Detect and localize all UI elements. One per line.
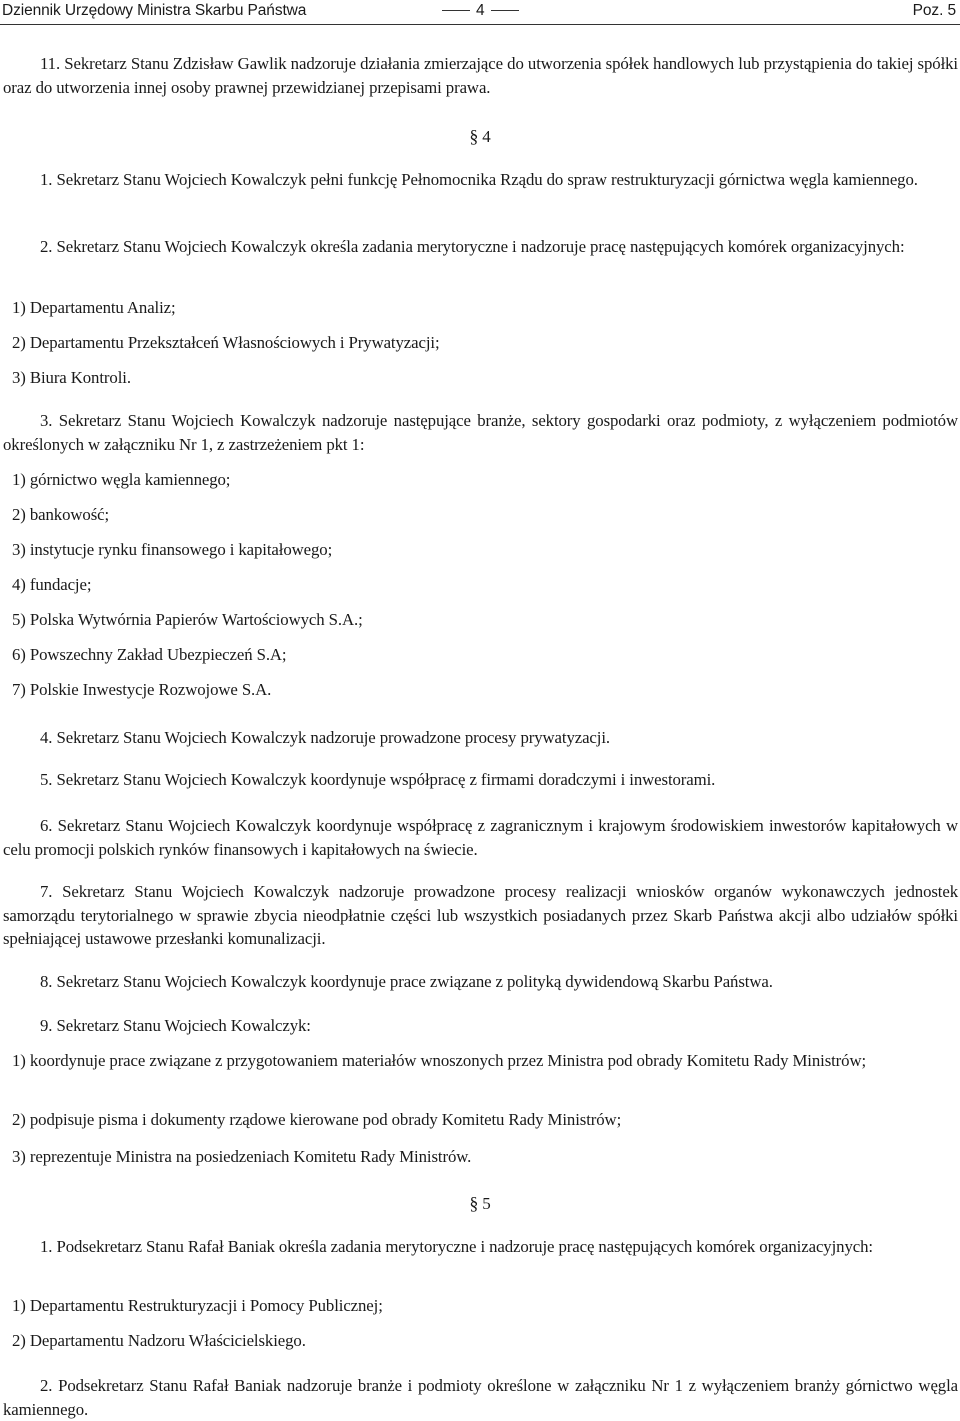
list-item: 3) Biura Kontroli. [12,368,131,387]
s4-paragraph-9: 9. Sekretarz Stanu Wojciech Kowalczyk: [40,1016,311,1035]
list-item: 6) Powszechny Zakład Ubezpieczeń S.A; [12,645,287,664]
section-5-number: 5 [482,1194,491,1213]
section-sign: § [469,1193,479,1213]
s4-paragraph-2: 2. Sekretarz Stanu Wojciech Kowalczyk określa zadania merytoryczne i nadzoruje pracę następujących komórek organizacyjnych: [40,237,905,256]
list-item: 1) górnictwo węgla kamiennego; [12,470,231,489]
page-number [436,2,525,20]
list-item: 7) Polskie Inwestycje Rozwojowe S.A. [12,680,272,699]
list-item: 4) fundacje; [12,575,92,594]
s5-paragraph-1: 1. Podsekretarz Stanu Rafał Baniak określa zadania merytoryczne i nadzoruje pracę następujących komórek organizacyjnych: [40,1237,873,1256]
position-number: Poz. 5 [912,2,956,19]
list-item: 2) bankowość; [12,505,110,524]
page-header [0,0,960,25]
s4-paragraph-5: 5. Sekretarz Stanu Wojciech Kowalczyk koordynuje współpracę z firmami doradczymi i inwestorami. [40,770,716,789]
s4-paragraph-6: 6. Sekretarz Stanu Wojciech Kowalczyk koordynuje współpracę z zagranicznym i krajowym środowiskiem inwestorów kapitałowych w celu promocji polskich rynków finansowych i kapitałowych na świecie. [3,816,958,859]
s4-paragraph-4: 4. Sekretarz Stanu Wojciech Kowalczyk nadzoruje prowadzone procesy prywatyzacji. [40,728,610,747]
dash-left [442,10,470,11]
s5-paragraph-2: 2. Podsekretarz Stanu Rafał Baniak nadzoruje branże i podmioty określone w załączniku Nr 1 z wyłączeniem branży górnictwo węgla kamiennego. [3,1376,958,1419]
list-item: 1) Departamentu Restrukturyzacji i Pomocy Publicznej; [12,1296,383,1315]
list-item: 5) Polska Wytwórnia Papierów Wartościowych S.A.; [12,610,363,629]
section-5-heading [0,1193,960,1214]
list-item: 1) Departamentu Analiz; [12,298,176,317]
list-item: 2) Departamentu Przekształceń Własnościowych i Prywatyzacji; [12,333,440,352]
s4-paragraph-1: 1. Sekretarz Stanu Wojciech Kowalczyk pełni funkcję Pełnomocnika Rządu do spraw restrukturyzacji górnictwa węgla kamiennego. [40,170,918,189]
s4-paragraph-8: 8. Sekretarz Stanu Wojciech Kowalczyk koordynuje prace związane z polityką dywidendową Skarbu Państwa. [40,972,773,991]
dash-right [491,10,519,11]
page-number-value: 4 [476,2,485,19]
section-4-number: 4 [482,127,491,146]
s4-paragraph-3: 3. Sekretarz Stanu Wojciech Kowalczyk nadzoruje następujące branże, sektory gospodarki oraz podmioty, z wyłączeniem podmiotów określonych w załączniku Nr 1, z zastrzeżeniem pkt 1: [3,411,958,454]
s4-paragraph-7: 7. Sekretarz Stanu Wojciech Kowalczyk nadzoruje prowadzone procesy realizacji wniosków organów wykonawczych jednostek samorządu terytorialnego w sprawie zbycia nieodpłatnie części lub wszystkich posiadanych przez Skarb Państwa akcji albo udziałów spółki spełniającej ustawowe przesłanki komunalizacji. [3,882,958,948]
list-item: 2) Departamentu Nadzoru Właścicielskiego. [12,1331,306,1350]
list-item: 3) instytucje rynku finansowego i kapitałowego; [12,540,333,559]
paragraph-11: 11. Sekretarz Stanu Zdzisław Gawlik nadzoruje działania zmierzające do utworzenia spółek handlowych lub przystąpienia do takiej spółki oraz do utworzenia innej osoby prawnej przewidzianej przepisami prawa. [3,54,958,97]
list-item: 3) reprezentuje Ministra na posiedzeniach Komitetu Rady Ministrów. [12,1147,472,1166]
list-item: 1) koordynuje prace związane z przygotowaniem materiałów wnoszonych przez Ministra pod obrady Komitetu Rady Ministrów; [12,1051,867,1070]
list-item: 2) podpisuje pisma i dokumenty rządowe kierowane pod obrady Komitetu Rady Ministrów; [12,1110,622,1129]
journal-title: Dziennik Urzędowy Ministra Skarbu Państwa [2,2,307,19]
section-sign: § [469,126,479,146]
section-4-heading [0,126,960,147]
